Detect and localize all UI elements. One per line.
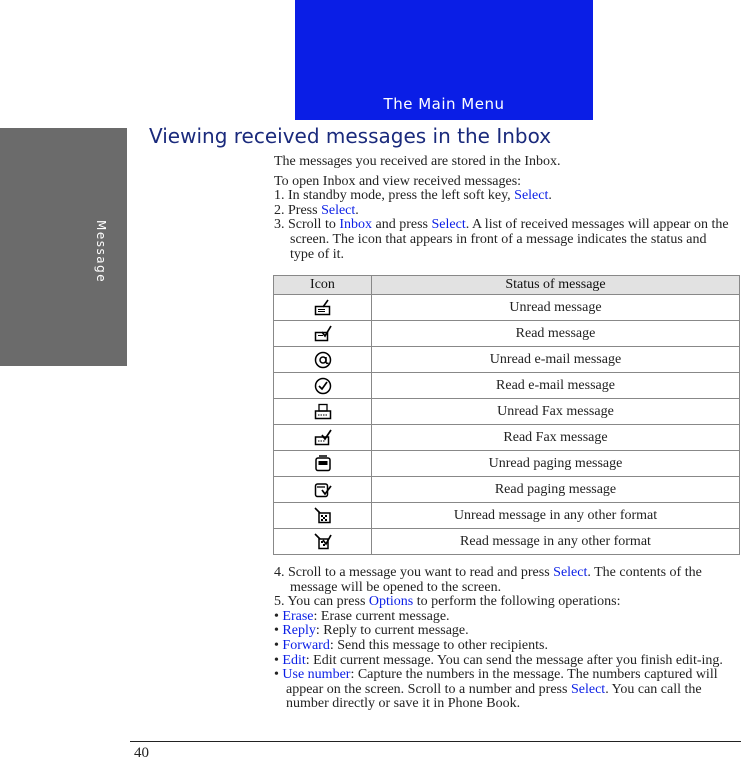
read-fax-icon <box>314 429 332 446</box>
status-text: Read paging message <box>372 477 740 503</box>
status-text: Read e-mail message <box>372 373 740 399</box>
status-text: Read message <box>372 321 740 347</box>
select-keyword: Select <box>321 202 356 218</box>
table-row <box>274 425 740 451</box>
options-keyword: Options <box>368 594 414 610</box>
select-keyword: Select <box>514 188 549 204</box>
unread-other-format-icon <box>314 507 332 524</box>
table-header-row <box>274 276 740 295</box>
table-row <box>274 373 740 399</box>
chapter-title: The Main Menu <box>383 95 505 113</box>
step-5: 5. You can press Options to perform the following operations: <box>274 594 621 610</box>
table-row <box>274 295 740 321</box>
table-row <box>274 503 740 529</box>
option-edit: • Edit: Edit current message. You can send the message after you finish edit-ing. <box>274 652 723 668</box>
table-row <box>274 477 740 503</box>
read-paging-icon <box>314 481 332 498</box>
status-text: Read message in any other format <box>372 529 740 555</box>
table-row <box>274 347 740 373</box>
status-text: Unread paging message <box>372 451 740 477</box>
step-3: 3. Scroll to Inbox and press Select. A list of received messages will appear on the screen. The icon that appears in front of a message indicates the status and type of it. <box>274 217 729 262</box>
step-1: 1. In standby mode, press the left soft key, Select. <box>274 188 552 204</box>
status-text: Read Fax message <box>372 425 740 451</box>
table-row <box>274 399 740 425</box>
option-forward: • Forward: Send this message to other recipients. <box>274 637 548 653</box>
status-column-header: Status of message <box>372 276 740 295</box>
step-4: 4. Scroll to a message you want to read and press Select. The contents of the message will be opened to the screen. <box>274 565 702 595</box>
unread-email-icon <box>314 351 332 369</box>
status-text: Unread e-mail message <box>372 347 740 373</box>
option-reply: • Reply: Reply to current message. <box>274 623 469 639</box>
instructions-top <box>274 155 734 262</box>
instructions-bottom <box>274 566 734 712</box>
status-text: Unread message <box>372 295 740 321</box>
option-use-number: • Use number: Capture the numbers in the message. The numbers captured will appear on the screen. Scroll to a number and press Select. You can call the number directly or save it in Phone Book. <box>274 667 718 712</box>
inbox-keyword: Inbox <box>339 217 373 233</box>
option-erase: • Erase: Erase current message. <box>274 608 450 624</box>
read-other-format-icon <box>314 533 332 550</box>
message-status-table <box>273 275 740 555</box>
read-email-icon <box>314 377 332 395</box>
table-row <box>274 451 740 477</box>
read-message-icon <box>314 325 332 342</box>
select-keyword: Select <box>553 565 588 580</box>
unread-fax-icon <box>314 403 332 420</box>
footer-rule <box>130 741 741 742</box>
section-heading: Viewing received messages in the Inbox <box>149 124 552 148</box>
status-text: Unread Fax message <box>372 399 740 425</box>
select-keyword: Select <box>431 217 466 233</box>
unread-paging-icon <box>314 455 332 472</box>
intro-paragraph: The messages you received are stored in the Inbox. <box>274 154 561 169</box>
icon-column-header: Icon <box>274 276 372 295</box>
page-number: 40 <box>134 745 149 761</box>
step-2: 2. Press Select. <box>274 202 359 218</box>
side-tab-label: Message <box>94 220 108 284</box>
table-row <box>274 321 740 347</box>
intro-open-inbox: To open Inbox and view received messages: <box>274 173 522 189</box>
status-text: Unread message in any other format <box>372 503 740 529</box>
table-row <box>274 529 740 555</box>
unread-message-icon <box>314 299 332 316</box>
chapter-banner <box>295 0 593 120</box>
